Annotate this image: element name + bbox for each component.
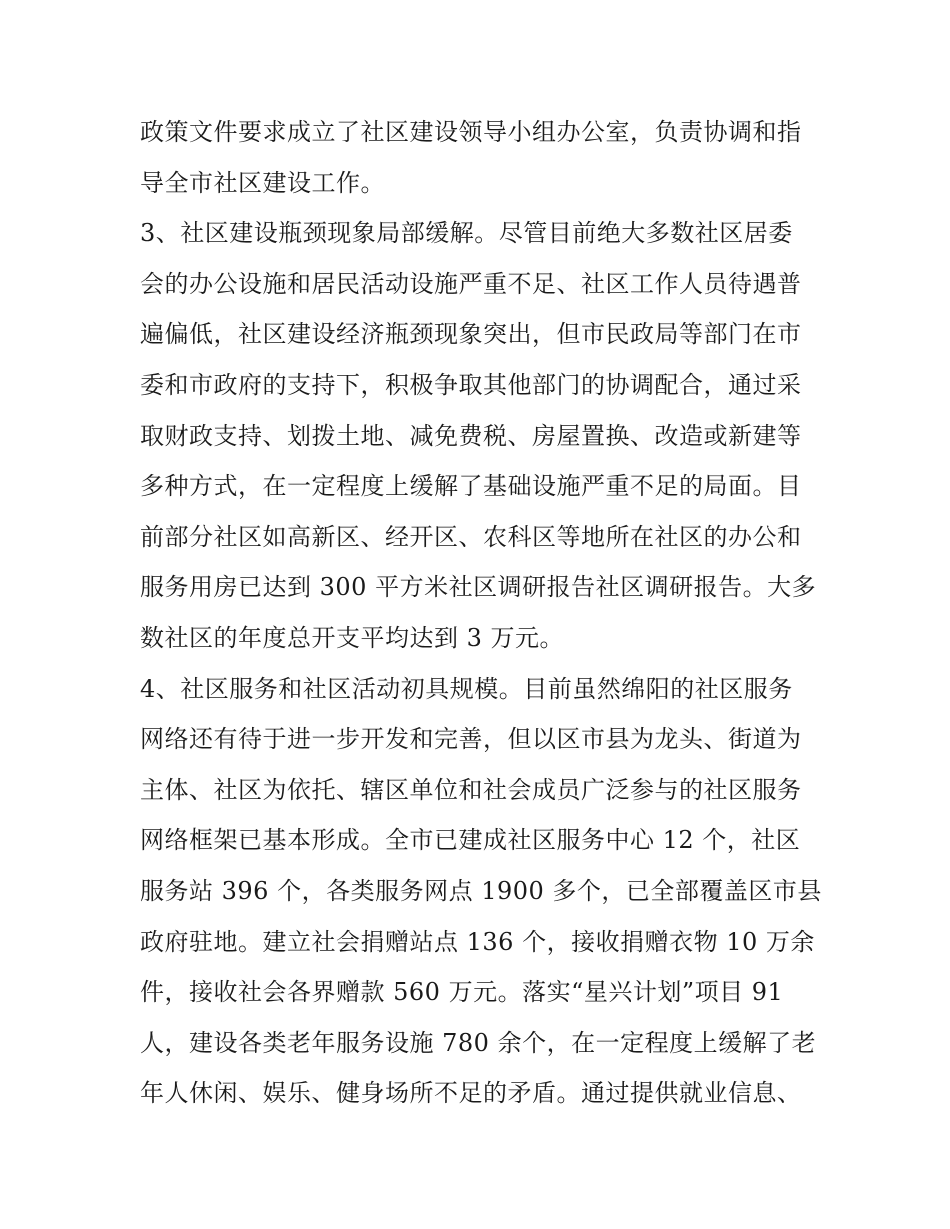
- text-line: 服务用房已达到 300 平方米社区调研报告社区调研报告。大多: [140, 573, 817, 602]
- text-line: 导全市社区建设工作。: [140, 168, 385, 197]
- text-line: 委和市政府的支持下，积极争取其他部门的协调配合，通过采: [140, 370, 802, 399]
- text-line: 网络还有待于进一步开发和完善，但以区市县为龙头、街道为: [140, 725, 802, 754]
- text-line: 会的办公设施和居民活动设施严重不足、社区工作人员待遇普: [140, 269, 802, 298]
- text-line: 人，建设各类老年服务设施 780 余个，在一定程度上缓解了老: [140, 1028, 817, 1057]
- text-line: 政策文件要求成立了社区建设领导小组办公室，负责协调和指: [140, 118, 802, 146]
- text-line: 件，接收社会各界赠款 560 万元。落实“星兴计划”项目 91: [140, 978, 784, 1007]
- text-line: 数社区的年度总开支平均达到 3 万元。: [140, 623, 565, 652]
- text-line: 3、社区建设瓶颈现象局部缓解。尽管目前绝大多数社区居委: [140, 219, 793, 248]
- text-line: 前部分社区如高新区、经开区、农科区等地所在社区的办公和: [140, 522, 802, 551]
- text-line: 年人休闲、娱乐、健身场所不足的矛盾。通过提供就业信息、: [140, 1079, 802, 1108]
- text-line: 主体、社区为依托、辖区单位和社会成员广泛参与的社区服务: [140, 775, 802, 804]
- text-line: 政府驻地。建立社会捐赠站点 136 个，接收捐赠衣物 10 万余: [140, 927, 815, 956]
- text-line: 网络框架已基本形成。全市已建成社区服务中心 12 个，社区: [140, 826, 801, 855]
- text-line: 遍偏低，社区建设经济瓶颈现象突出，但市民政局等部门在市: [140, 320, 802, 349]
- text-line: 取财政支持、划拨土地、减免费税、房屋置换、改造或新建等: [140, 421, 802, 450]
- text-line: 多种方式，在一定程度上缓解了基础设施严重不足的局面。目: [140, 472, 802, 501]
- document-body: [140, 107, 820, 1119]
- text-line: 4、社区服务和社区活动初具规模。目前虽然绵阳的社区服务: [140, 674, 793, 703]
- text-line: 服务站 396 个，各类服务网点 1900 多个，已全部覆盖区市县: [140, 876, 822, 905]
